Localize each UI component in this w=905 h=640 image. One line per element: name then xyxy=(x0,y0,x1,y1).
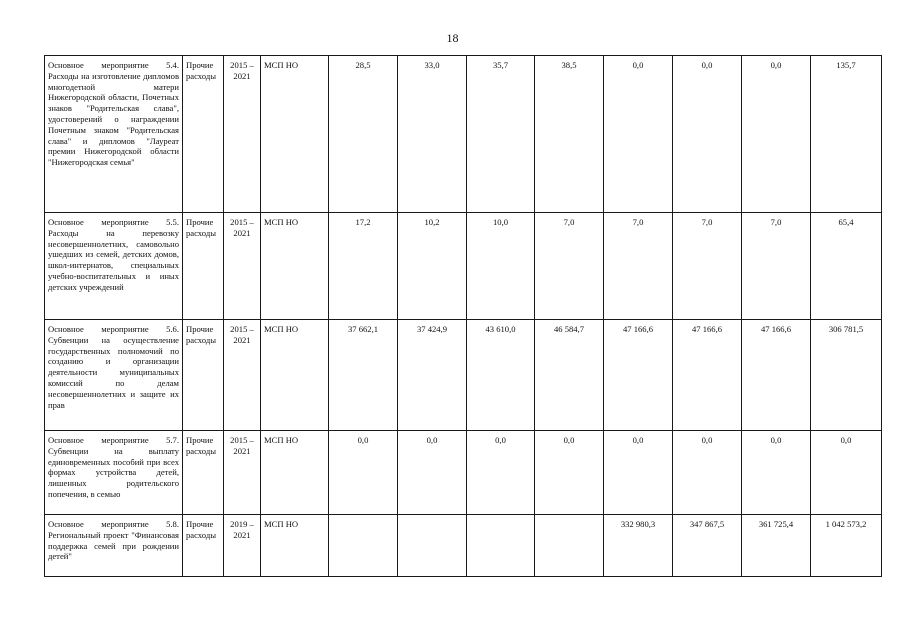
value-cell: 7,0 xyxy=(742,213,811,320)
value-cell: 0,0 xyxy=(673,431,742,515)
total-cell: 135,7 xyxy=(811,56,882,213)
activity-description: Основное мероприятие 5.4. Расходы на изготовление дипломов многодетной матери Нижегородской области, Почетных знаков "Родительская слава", удостоверений о награждении Почетным знаком "Родительская слава" и дипломов "Лауреат премии Нижегородской области "Нижегородская семья" xyxy=(45,56,183,213)
value-cell: 0,0 xyxy=(535,431,604,515)
value-cell: 361 725,4 xyxy=(742,515,811,577)
value-cell: 37 662,1 xyxy=(329,320,398,431)
value-cell: 47 166,6 xyxy=(673,320,742,431)
value-cell: 10,2 xyxy=(398,213,467,320)
expense-type: Прочие расходы xyxy=(183,320,224,431)
table-row xyxy=(45,431,882,515)
period: 2015 – 2021 xyxy=(224,431,261,515)
value-cell: 347 867,5 xyxy=(673,515,742,577)
expense-type: Прочие расходы xyxy=(183,515,224,577)
value-cell: 0,0 xyxy=(398,431,467,515)
activity-description: Основное мероприятие 5.7. Субвенции на выплату единовременных пособий при всех формах устройства детей, лишенных родительского попечения, в семью xyxy=(45,431,183,515)
value-cell: 0,0 xyxy=(742,431,811,515)
period: 2015 – 2021 xyxy=(224,213,261,320)
value-cell: 37 424,9 xyxy=(398,320,467,431)
executor: МСП НО xyxy=(261,431,329,515)
value-cell: 7,0 xyxy=(673,213,742,320)
value-cell: 47 166,6 xyxy=(742,320,811,431)
value-cell: 0,0 xyxy=(604,56,673,213)
value-cell: 0,0 xyxy=(467,431,535,515)
value-cell: 33,0 xyxy=(398,56,467,213)
activity-description: Основное мероприятие 5.5. Расходы на перевозку несовершеннолетних, самовольно ушедших из семей, детских домов, школ-интернатов, специальных учебно-воспитательных и иных детских учреждений xyxy=(45,213,183,320)
value-cell: 0,0 xyxy=(742,56,811,213)
value-cell: 35,7 xyxy=(467,56,535,213)
value-cell: 28,5 xyxy=(329,56,398,213)
value-cell: 46 584,7 xyxy=(535,320,604,431)
executor: МСП НО xyxy=(261,320,329,431)
page-number: 18 xyxy=(446,31,459,45)
value-cell: 7,0 xyxy=(535,213,604,320)
activity-description: Основное мероприятие 5.6. Субвенции на осуществление государственных полномочий по созданию и организации деятельности муниципальных комиссий по делам несовершеннолетних и защите их прав xyxy=(45,320,183,431)
expense-type: Прочие расходы xyxy=(183,431,224,515)
executor: МСП НО xyxy=(261,56,329,213)
expense-type: Прочие расходы xyxy=(183,213,224,320)
total-cell: 306 781,5 xyxy=(811,320,882,431)
executor: МСП НО xyxy=(261,213,329,320)
executor: МСП НО xyxy=(261,515,329,577)
total-cell: 65,4 xyxy=(811,213,882,320)
value-cell xyxy=(329,515,398,577)
total-cell: 0,0 xyxy=(811,431,882,515)
value-cell: 10,0 xyxy=(467,213,535,320)
table-row xyxy=(45,213,882,320)
period: 2015 – 2021 xyxy=(224,56,261,213)
activity-description: Основное мероприятие 5.8. Региональный проект "Финансовая поддержка семей при рождении детей" xyxy=(45,515,183,577)
period: 2019 – 2021 xyxy=(224,515,261,577)
budget-table xyxy=(44,55,882,577)
value-cell: 0,0 xyxy=(329,431,398,515)
value-cell: 0,0 xyxy=(673,56,742,213)
value-cell xyxy=(398,515,467,577)
value-cell: 43 610,0 xyxy=(467,320,535,431)
value-cell xyxy=(467,515,535,577)
table-row xyxy=(45,320,882,431)
value-cell: 38,5 xyxy=(535,56,604,213)
value-cell: 332 980,3 xyxy=(604,515,673,577)
period: 2015 – 2021 xyxy=(224,320,261,431)
value-cell: 47 166,6 xyxy=(604,320,673,431)
value-cell xyxy=(535,515,604,577)
expense-type: Прочие расходы xyxy=(183,56,224,213)
total-cell: 1 042 573,2 xyxy=(811,515,882,577)
value-cell: 0,0 xyxy=(604,431,673,515)
table-row xyxy=(45,56,882,213)
value-cell: 17,2 xyxy=(329,213,398,320)
table-row xyxy=(45,515,882,577)
value-cell: 7,0 xyxy=(604,213,673,320)
